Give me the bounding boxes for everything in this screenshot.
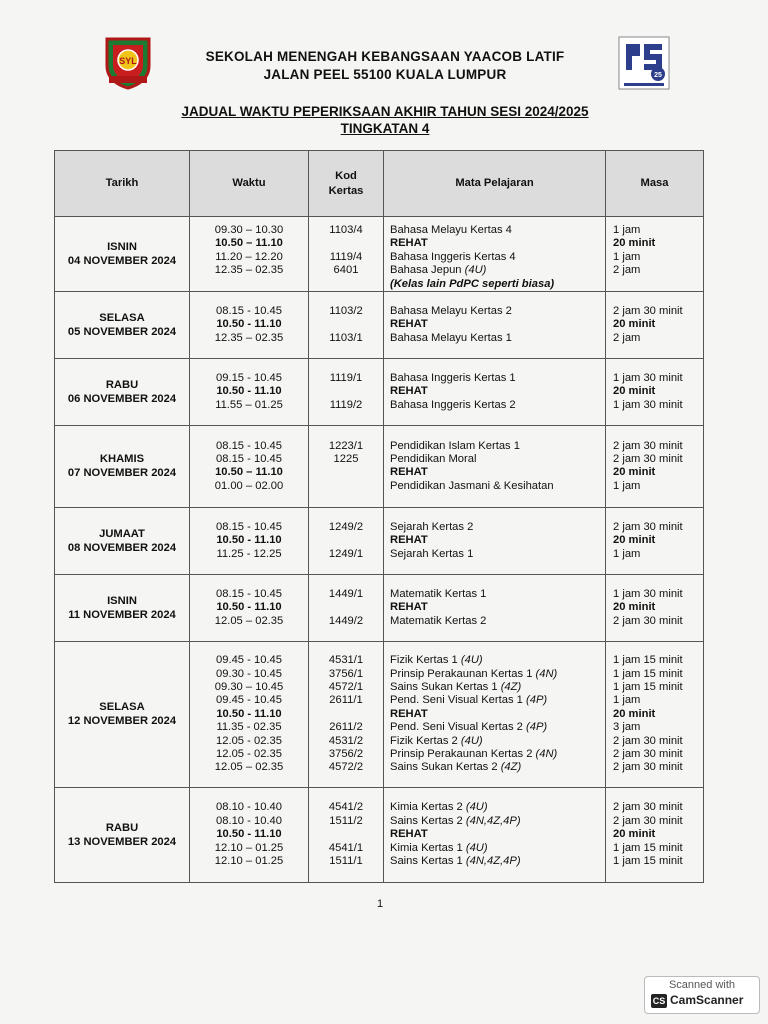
duration: 2 jam 30 minit: [613, 304, 683, 317]
paper-code: [309, 466, 383, 479]
subject-title: (Kelas lain PdPC seperti biasa): [390, 277, 555, 290]
camscanner-logo-icon: CS: [652, 996, 666, 1006]
subject-name: [390, 305, 605, 318]
subject-name: [390, 399, 605, 412]
subject-name: [390, 251, 605, 264]
time-cell: [190, 507, 309, 574]
exam-date: 06 NOVEMBER 2024: [67, 392, 177, 405]
subject-cell: [384, 358, 606, 425]
exam-date: 08 NOVEMBER 2024: [67, 541, 177, 554]
duration: 1 jam 15 minit: [613, 841, 683, 854]
column-header-paper-code: Kod Kertas: [309, 151, 384, 217]
time-slot: 08.15 - 10.45: [216, 439, 282, 452]
duration: 20 minit: [613, 601, 656, 614]
exam-date-cell: [55, 507, 190, 574]
subject-title: Pendidikan Moral: [390, 453, 477, 466]
school-name-block: [150, 48, 620, 84]
day-name: RABU: [105, 821, 139, 834]
subject-name: [390, 801, 605, 814]
subject-title: Sains Sukan Kertas 2: [390, 761, 498, 774]
subject-title: REHAT: [390, 601, 428, 614]
school-address: JALAN PEEL 55100 KUALA LUMPUR: [263, 67, 507, 82]
paper-code: 4531/2: [328, 734, 364, 747]
duration: 2 jam 30 minit: [613, 520, 683, 533]
subject-cell: [384, 641, 606, 787]
duration-cell: [606, 787, 704, 882]
time-slot: 10.50 – 11.10: [215, 466, 283, 479]
subject-title: REHAT: [390, 318, 428, 331]
subject-name: [390, 828, 605, 841]
time-slot: 10.50 – 11.10: [215, 237, 283, 250]
day-row: [55, 641, 704, 787]
document-header: [0, 0, 768, 150]
subject-name: [390, 681, 605, 694]
exam-date: 11 NOVEMBER 2024: [68, 608, 176, 621]
quality-badge-logo: [618, 36, 670, 90]
duration: 1 jam 30 minit: [613, 587, 683, 600]
duration: 2 jam: [613, 331, 641, 344]
subject-name: [390, 521, 605, 534]
subject-name: [390, 534, 605, 547]
time-slot: 12.05 – 02.35: [214, 761, 284, 774]
subject-title: Sains Kertas 1: [390, 855, 463, 868]
duration: 2 jam 30 minit: [613, 614, 683, 627]
paper-code: 1225: [333, 453, 359, 466]
subject-title: Fizik Kertas 1: [390, 654, 458, 667]
duration-cell: [606, 358, 704, 425]
time-slot: 08.15 - 10.45: [216, 453, 282, 466]
paper-code: 1249/1: [328, 547, 364, 560]
duration: 1 jam 15 minit: [613, 667, 683, 680]
subject-name: [390, 761, 605, 774]
day-row: [55, 358, 704, 425]
subject-title: Matematik Kertas 2: [390, 614, 487, 627]
duration: 1 jam: [613, 694, 641, 707]
duration: 20 minit: [613, 534, 656, 547]
paper-code: 1103/1: [329, 331, 363, 344]
time-cell: [190, 358, 309, 425]
subject-title: REHAT: [390, 534, 428, 547]
paper-code: 1223/1: [328, 439, 364, 452]
subject-name: [390, 548, 605, 561]
time-slot: 01.00 – 02.00: [214, 479, 284, 492]
day-name: RABU: [105, 378, 139, 391]
subject-name: [390, 278, 605, 291]
time-slot: 12.05 - 02.35: [216, 747, 282, 760]
subject-title: Pend. Seni Visual Kertas 1: [390, 694, 523, 707]
paper-code: 1449/2: [328, 614, 364, 627]
exam-timetable: [54, 150, 704, 883]
duration: [613, 278, 703, 291]
subject-name: [390, 332, 605, 345]
column-header-duration: Masa: [606, 151, 704, 217]
class-group-note: (4U): [465, 841, 488, 854]
paper-code: 3756/1: [328, 667, 364, 680]
day-name: ISNIN: [107, 594, 137, 607]
time-slot: 10.50 - 11.10: [216, 318, 282, 331]
class-group-note: (4U): [460, 654, 483, 667]
subject-name: [390, 748, 605, 761]
time-slot: 12.35 – 02.35: [214, 331, 284, 344]
duration-cell: [606, 507, 704, 574]
time-cell: [190, 425, 309, 507]
time-slot: 12.35 – 02.35: [214, 264, 284, 277]
duration: 2 jam 30 minit: [613, 734, 683, 747]
svg-text:SYL: SYL: [119, 56, 137, 66]
paper-code: [309, 828, 383, 841]
subject-name: [390, 440, 605, 453]
class-group-note: (4N): [535, 747, 558, 760]
subject-name: [390, 372, 605, 385]
duration: 2 jam 30 minit: [613, 453, 683, 466]
duration: 1 jam 15 minit: [613, 855, 683, 868]
duration: 2 jam 30 minit: [613, 761, 683, 774]
subject-cell: [384, 574, 606, 641]
paper-code: 1103/4: [329, 224, 363, 236]
time-cell: [190, 291, 309, 358]
column-header-time: Waktu: [190, 151, 309, 217]
class-group-note: (4N,4Z,4P): [465, 855, 521, 868]
time-slot: 09.45 - 10.45: [216, 694, 282, 707]
paper-code: 6401: [333, 264, 359, 277]
exam-date-cell: [55, 787, 190, 882]
paper-code-cell: [309, 574, 384, 641]
paper-code-cell: [309, 358, 384, 425]
time-slot: 09.30 – 10.45: [214, 680, 284, 693]
subject-name: [390, 466, 605, 479]
subject-title: Prinsip Perakaunan Kertas 1: [390, 667, 533, 680]
subject-title: Bahasa Melayu Kertas 1: [390, 331, 512, 344]
class-group-note: (4P): [526, 721, 548, 734]
exam-date: 12 NOVEMBER 2024: [67, 715, 177, 728]
class-group-note: (4Z): [500, 761, 522, 774]
subject-title: Kimia Kertas 1: [390, 841, 463, 854]
duration: 1 jam: [613, 250, 641, 263]
paper-code: 1119/4: [329, 250, 363, 263]
paper-code-cell: [309, 641, 384, 787]
time-slot: 11.25 - 12.25: [216, 547, 282, 560]
paper-code: 4531/1: [328, 654, 364, 667]
subject-name: [390, 264, 605, 277]
camscanner-watermark: [644, 976, 760, 1014]
exam-title: JADUAL WAKTU PEPERIKSAAN AKHIR TAHUN SESI 2024/2025: [181, 104, 589, 119]
duration-cell: [606, 217, 704, 292]
subject-name: [390, 842, 605, 855]
exam-date-cell: [55, 358, 190, 425]
document-title-block: [100, 103, 670, 137]
class-group-note: (4N,4Z,4P): [465, 814, 521, 827]
duration: 1 jam 30 minit: [613, 398, 683, 411]
subject-title: Pend. Seni Visual Kertas 2: [390, 721, 523, 734]
duration: 20 minit: [613, 466, 656, 479]
subject-name: [390, 224, 605, 237]
subject-title: Pendidikan Jasmani & Kesihatan: [390, 479, 554, 492]
time-slot: 11.35 - 02.35: [216, 721, 282, 734]
exam-date-cell: [55, 574, 190, 641]
time-cell: [190, 217, 309, 292]
subject-name: [390, 855, 605, 868]
subject-title: Sains Kertas 2: [390, 814, 463, 827]
duration: 1 jam: [613, 547, 641, 560]
day-name: ISNIN: [107, 240, 137, 253]
time-slot: 10.50 - 11.10: [216, 601, 282, 614]
subject-name: [390, 480, 605, 493]
paper-code: 1119/2: [329, 398, 363, 411]
paper-code: 4572/1: [328, 680, 364, 693]
paper-code: 4572/2: [328, 761, 364, 774]
paper-code: 1119/1: [329, 371, 363, 384]
column-header-date: Tarikh: [55, 151, 190, 217]
time-slot: 11.55 – 01.25: [215, 398, 283, 411]
paper-code: [309, 237, 383, 250]
subject-title: Pendidikan Islam Kertas 1: [390, 439, 520, 452]
duration-cell: [606, 291, 704, 358]
subject-name: [390, 735, 605, 748]
subject-title: Sejarah Kertas 1: [390, 547, 474, 560]
day-name: SELASA: [99, 701, 145, 714]
time-cell: [190, 641, 309, 787]
time-cell: [190, 787, 309, 882]
subject-title: Kimia Kertas 2: [390, 801, 463, 814]
paper-code: 2611/2: [329, 721, 363, 734]
subject-name: [390, 453, 605, 466]
day-name: SELASA: [99, 311, 145, 324]
time-slot: 09.45 - 10.45: [216, 654, 282, 667]
subject-title: Bahasa Melayu Kertas 2: [390, 304, 512, 317]
time-slot: 08.15 - 10.45: [216, 520, 282, 533]
day-row: [55, 425, 704, 507]
time-slot: [190, 278, 308, 291]
scanner-app-name: CamScanner: [670, 993, 744, 1007]
paper-code-cell: [309, 217, 384, 292]
subject-title: Bahasa Jepun: [390, 264, 462, 277]
exam-date: 04 NOVEMBER 2024: [67, 254, 177, 267]
paper-code: [309, 708, 383, 721]
subject-cell: [384, 425, 606, 507]
subject-title: REHAT: [390, 707, 428, 720]
subject-title: Sains Sukan Kertas 1: [390, 680, 498, 693]
subject-title: Bahasa Inggeris Kertas 1: [390, 371, 516, 384]
subject-title: Prinsip Perakaunan Kertas 2: [390, 747, 533, 760]
time-slot: 08.10 - 10.40: [216, 801, 282, 814]
duration-cell: [606, 641, 704, 787]
subject-title: Matematik Kertas 1: [390, 587, 487, 600]
paper-code: [309, 601, 383, 614]
subject-cell: [384, 507, 606, 574]
column-header-subject: Mata Pelajaran: [384, 151, 606, 217]
time-cell: [190, 574, 309, 641]
paper-code-cell: [309, 425, 384, 507]
day-name: KHAMIS: [99, 453, 145, 466]
time-slot: 12.10 – 01.25: [214, 855, 284, 868]
subject-title: REHAT: [390, 466, 428, 479]
time-slot: 12.05 – 02.35: [214, 614, 284, 627]
exam-date-cell: [55, 641, 190, 787]
paper-code: 4541/1: [328, 841, 364, 854]
class-group-note: (4P): [526, 694, 548, 707]
time-slot: 10.50 - 11.10: [216, 707, 282, 720]
school-name: SEKOLAH MENENGAH KEBANGSAAN YAACOB LATIF: [205, 49, 565, 64]
paper-code: 1511/1: [329, 855, 363, 868]
duration: 1 jam: [613, 479, 641, 492]
paper-code: [309, 385, 383, 398]
time-slot: 11.20 – 12.20: [215, 250, 283, 263]
day-row: [55, 574, 704, 641]
duration: 1 jam 30 minit: [613, 371, 683, 384]
subject-name: [390, 237, 605, 250]
duration-cell: [606, 425, 704, 507]
duration: 2 jam 30 minit: [613, 814, 683, 827]
duration: 20 minit: [613, 828, 656, 841]
class-group-note: (4N): [535, 667, 558, 680]
school-crest-logo: [103, 36, 153, 90]
subject-name: [390, 654, 605, 667]
paper-code: 3756/2: [328, 747, 364, 760]
time-slot: 09.15 - 10.45: [216, 371, 282, 384]
subject-title: Sejarah Kertas 2: [390, 520, 474, 533]
exam-date: 13 NOVEMBER 2024: [67, 835, 177, 848]
subject-title: Bahasa Melayu Kertas 4: [390, 224, 512, 236]
subject-cell: [384, 291, 606, 358]
paper-code: 1449/1: [328, 587, 364, 600]
subject-title: REHAT: [390, 385, 428, 398]
duration: 2 jam: [613, 264, 641, 277]
day-row: [55, 217, 704, 292]
time-slot: 10.50 - 11.10: [216, 385, 282, 398]
subject-cell: [384, 787, 606, 882]
subject-title: Bahasa Inggeris Kertas 2: [390, 398, 516, 411]
subject-title: Bahasa Inggeris Kertas 4: [390, 250, 516, 263]
paper-code: [309, 318, 383, 331]
subject-name: [390, 601, 605, 614]
paper-code-cell: [309, 787, 384, 882]
exam-date-cell: [55, 217, 190, 292]
paper-code: 1249/2: [328, 520, 364, 533]
subject-name: [390, 588, 605, 601]
duration: 20 minit: [613, 707, 656, 720]
subject-name: [390, 815, 605, 828]
day-row: [55, 787, 704, 882]
time-slot: 08.15 - 10.45: [216, 587, 282, 600]
paper-code: 1103/2: [329, 304, 363, 317]
time-slot: 09.30 - 10.45: [216, 667, 282, 680]
subject-name: [390, 694, 605, 707]
class-group-note: (4U): [465, 801, 488, 814]
paper-code: [309, 534, 383, 547]
time-slot: 09.30 – 10.30: [214, 224, 284, 236]
time-slot: 12.10 – 01.25: [214, 841, 284, 854]
subject-name: [390, 615, 605, 628]
scanner-caption: Scanned with: [668, 979, 736, 991]
time-slot: 12.05 - 02.35: [216, 734, 282, 747]
subject-name: [390, 668, 605, 681]
table-header-row: [55, 151, 704, 217]
subject-title: Fizik Kertas 2: [390, 734, 458, 747]
subject-title: REHAT: [390, 828, 428, 841]
day-row: [55, 291, 704, 358]
subject-title: REHAT: [390, 237, 428, 250]
class-group-note: (4Z): [500, 680, 522, 693]
time-slot: 10.50 - 11.10: [216, 534, 282, 547]
paper-code: 2611/1: [329, 694, 363, 707]
exam-date-cell: [55, 425, 190, 507]
paper-code: 4541/2: [328, 801, 364, 814]
time-slot: 08.15 - 10.45: [216, 304, 282, 317]
paper-code: [309, 278, 383, 291]
exam-date: 05 NOVEMBER 2024: [67, 325, 177, 338]
duration: 20 minit: [613, 385, 656, 398]
duration: 20 minit: [613, 237, 656, 250]
page-number: 1: [376, 898, 384, 910]
class-group-note: (4U): [464, 264, 487, 277]
subject-name: [390, 708, 605, 721]
exam-date-cell: [55, 291, 190, 358]
form-level: TINGKATAN 4: [340, 121, 430, 136]
duration: 2 jam 30 minit: [613, 747, 683, 760]
paper-code: 1511/2: [329, 814, 363, 827]
duration: 1 jam: [613, 224, 641, 236]
class-group-note: (4U): [460, 734, 483, 747]
time-slot: 10.50 - 11.10: [216, 828, 282, 841]
paper-code-cell: [309, 291, 384, 358]
duration: 3 jam: [613, 721, 641, 734]
subject-name: [390, 385, 605, 398]
subject-name: [390, 721, 605, 734]
subject-cell: [384, 217, 606, 292]
duration: 20 minit: [613, 318, 656, 331]
duration: 1 jam 15 minit: [613, 654, 683, 667]
duration: 1 jam 15 minit: [613, 680, 683, 693]
paper-code: [309, 480, 383, 493]
duration: 2 jam 30 minit: [613, 439, 683, 452]
subject-name: [390, 318, 605, 331]
time-slot: 08.10 - 10.40: [216, 814, 282, 827]
svg-text:25: 25: [654, 72, 662, 79]
day-row: [55, 507, 704, 574]
duration-cell: [606, 574, 704, 641]
paper-code-cell: [309, 507, 384, 574]
exam-date: 07 NOVEMBER 2024: [67, 467, 177, 480]
day-name: JUMAAT: [99, 527, 145, 540]
duration: 2 jam 30 minit: [613, 801, 683, 814]
